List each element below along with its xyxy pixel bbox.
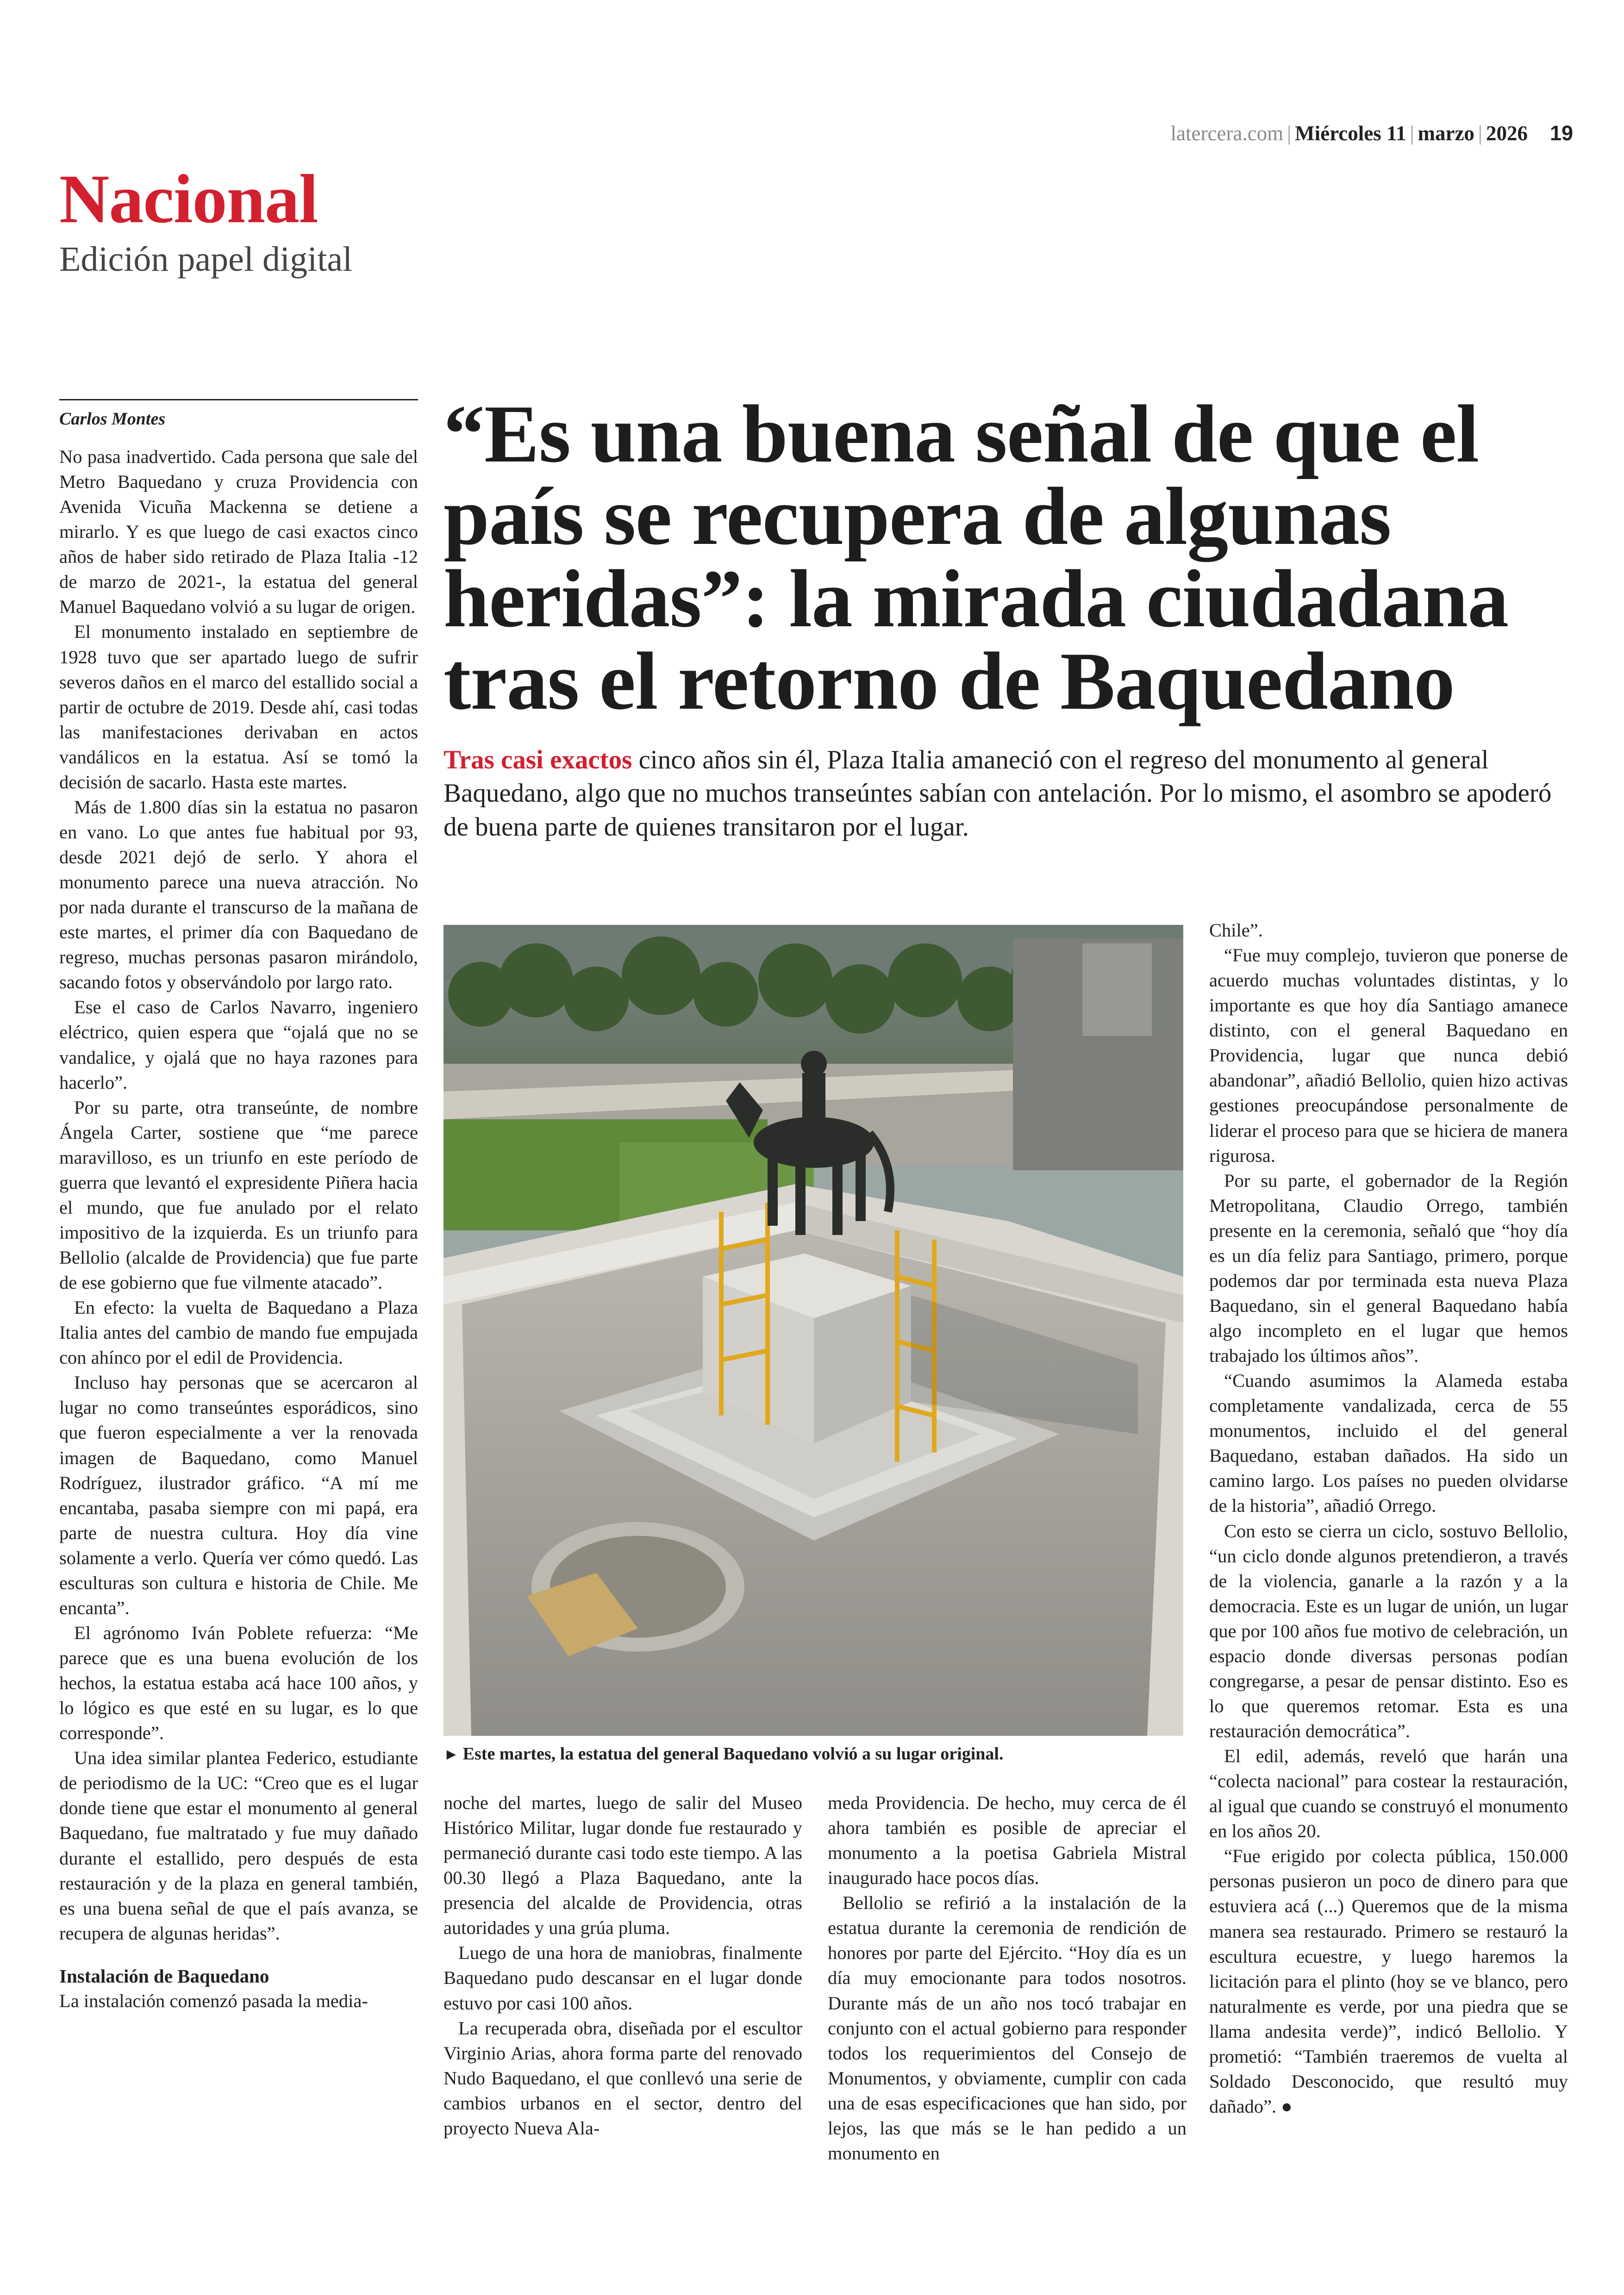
paragraph: La instalación comenzó pasada la media- <box>59 1990 368 2012</box>
body-column-1 <box>59 444 418 2014</box>
paragraph: “Cuando asumimos la Alameda estaba completamente vandalizada, cerca de 55 monumentos, incluido el del general Baquedano, estaban dañados. Ha sido un camino largo. Los países no pueden olvidarse de la historia”, añadió Orrego. <box>1209 1370 1568 1516</box>
headline: “Es una buena señal de que el país se recupera de algunas heridas”: la mirada ciudadana tras el retorno de Baquedano <box>443 388 1509 727</box>
lead-kicker: Tras casi exactos <box>443 745 632 774</box>
photo-caption <box>443 1744 1193 1764</box>
lead-paragraph <box>443 743 1568 844</box>
paragraph: En efecto: la vuelta de Baquedano a Plaza Italia antes del cambio de mando fue empujada con ahínco por el edil de Providencia. <box>59 1297 418 1368</box>
date-month: marzo <box>1418 122 1474 145</box>
paragraph: El monumento instalado en septiembre de 1928 tuvo que ser apartado luego de sufrir severos daños en el marco del estallido social a partir de octubre de 2019. Desde ahí, casi todas las manifestaciones derivaban en actos vandálicos en la estatua. Así se tomó la decisión de sacarlo. Hasta este martes. <box>59 621 418 792</box>
byline: Carlos Montes <box>59 399 418 429</box>
paragraph: Luego de una hora de maniobras, finalmente Baquedano pudo descansar en el lugar donde estuvo por casi 100 años. <box>443 1942 802 2014</box>
paragraph: Por su parte, el gobernador de la Región Metropolitana, Claudio Orrego, también presente en la ceremonia, señaló que “hoy día es un día feliz para Santiago, primero, porque podemos dar por terminada esta nueva Plaza Baquedano, sin el general Baquedano había algo incompleto en el lugar que hemos trabajado los últimos años”. <box>1209 1170 1568 1366</box>
paragraph: El agrónomo Iván Poblete refuerza: “Me parece que es una buena evolución de los hechos, la estatua estaba acá hace 100 años, y lo lógico es que esté en su lugar, es lo que corresponde”. <box>59 1622 418 1744</box>
photo-baquedano-statue <box>443 925 1183 1736</box>
lead-text: cinco años sin él, Plaza Italia amaneció con el regreso del monumento al general Baquedano, algo que no muchos transeúntes sabían con antelación. Por lo mismo, el asombro se apoderó de buena parte de quienes transitaron por el lugar. <box>443 745 1552 842</box>
caption-text: Este martes, la estatua del general Baquedano volvió a su lugar original. <box>462 1744 1004 1764</box>
paragraph: Por su parte, otra transeúnte, de nombre Ángela Carter, sostiene que “me parece maravilloso, es un triunfo en este período de guerra que levantó el expresidente Piñera hacia el mundo, que fue anulado por el relato impositivo de la izquierda. Es un triunfo para Bellolio (alcalde de Providencia) que fue parte de ese gobierno que fue vilmente atacado”. <box>59 1097 418 1293</box>
section-subtitle: Edición papel digital <box>59 240 353 279</box>
paragraph: meda Providencia. De hecho, muy cerca de él ahora también es posible de apreciar el monumento a la poetisa Gabriela Mistral inaugurado hace pocos días. <box>828 1792 1187 1889</box>
paragraph: La recuperada obra, diseñada por el escultor Virginio Arias, ahora forma parte del renovado Nudo Baquedano, el que conllevó una serie de cambios urbanos en el sector, dentro del proyecto Nueva Ala- <box>443 2017 802 2139</box>
paragraph: El edil, además, reveló que harán una “colecta nacional” para costear la restauración, al igual que cuando se construyó el monumento en los años 20. <box>1209 1746 1568 1842</box>
body-column-4 <box>1209 918 1568 2119</box>
paragraph: “Fue erigido por colecta pública, 150.000 personas pusieron un poco de dinero para que estuviera acá (...) Queremos que de la misma manera sea restaurado. Primero se restauró la escultura ecuestre, y luego haremos la licitación para el plinto (hoy se ve blanco, pero naturalmente es verde, por una piedra que se llama andesita verde)”, indicó Bellolio. Y prometió: “También traeremos de vuelta al Soldado Desconocido, que resultó muy dañado”. ● <box>1209 1846 1568 2117</box>
body-column-3 <box>828 1790 1187 2166</box>
paragraph: No pasa inadvertido. Cada persona que sale del Metro Baquedano y cruza Providencia con Avenida Vicuña Mackenna se detiene a mirarlo. Y es que luego de casi exactos cinco años de haber sido retirado de Plaza Italia -12 de marzo de 2021-, la estatua del general Manuel Baquedano volvió a su lugar de origen. <box>59 446 418 617</box>
photo-illustration <box>443 925 1183 1736</box>
paragraph: Bellolio se refirió a la instalación de la estatua durante la ceremonia de rendición de honores por parte del Ejército. “Hoy día es un día muy emocionante para todos nosotros. Durante más de un año nos tocó trabajar en conjunto con el actual gobierno para responder todos los requerimientos del Consejo de Monumentos, y obviamente, cumplir con cada una de esas especificaciones que han sido, por lejos, las que más se le han pedido a un monumento en <box>828 1892 1187 2164</box>
site-name[interactable]: latercera.com <box>1170 122 1284 145</box>
paragraph: Chile”. <box>1209 920 1263 941</box>
date-day: Miércoles 11 <box>1295 122 1406 145</box>
paragraph: Incluso hay personas que se acercaron al lugar no como transeúntes esporádicos, sino que fueron especialmente a ver la renovada imagen de Baquedano, como Manuel Rodríguez, ilustrador gráfico. “A mí me encantaba, pasaba siempre con mi papá, era parte de nuestra cultura. Hoy día vine solamente a verlo. Quería ver cómo quedó. Las esculturas son cultura e historia de Chile. Me encanta”. <box>59 1372 418 1618</box>
paragraph: noche del martes, luego de salir del Museo Histórico Militar, lugar donde fue restaurado y permaneció durante casi todo este tiempo. A las 00.30 llegó a Plaza Baquedano, ante la presencia del alcalde de Providencia, otras autoridades y una grúa pluma. <box>443 1792 802 1939</box>
paragraph: Una idea similar plantea Federico, estudiante de periodismo de la UC: “Creo que es el lugar donde tiene que estar el monumento al general Baquedano, fue maltratado y fue muy dañado durante el estallido, pero después de esta restauración y de la plaza en general también, es una buena señal de que el país avanza, se recupera de algunas heridas”. <box>59 1747 418 1944</box>
paragraph: Ese el caso de Carlos Navarro, ingeniero eléctrico, quien espera que “ojalá que no se vandalice, y ojalá que no haya razones para hacerlo”. <box>59 997 418 1093</box>
paragraph: “Fue muy complejo, tuvieron que ponerse de acuerdo muchas voluntades distintas, y lo importante es que hoy día Santiago amanece distinto, con el general Baquedano en Providencia, lugar que nunca debió abandonar”, añadió Bellolio, quien hizo activas gestiones preocupándose personalmente de liderar el proceso para que se hiciera de manera rigurosa. <box>1209 945 1568 1166</box>
page-number: 19 <box>1549 121 1573 145</box>
subheading: Instalación de Baquedano <box>59 1965 269 1987</box>
date-year: 2026 <box>1486 122 1528 145</box>
paragraph: Más de 1.800 días sin la estatua no pasaron en vano. Lo que antes fue habitual por 93, desde 2021 dejó de serlo. Y ahora el monumento parece una nueva atracción. No por nada durante el transcurso de la mañana de este martes, el primer día con Baquedano de regreso, muchas personas pasaron mirándolo, sacando fotos y observándolo por largo rato. <box>59 796 418 993</box>
masthead: latercera.com | Miércoles 11 | marzo | 2026 19 <box>1170 121 1573 145</box>
body-column-2 <box>443 1790 802 2141</box>
caption-arrow-icon: ► <box>443 1746 459 1763</box>
section-title: Nacional <box>59 161 318 237</box>
paragraph: Con esto se cierra un ciclo, sostuvo Bellolio, “un ciclo donde algunos pretendieron, a través de la violencia, ganarle a la razón y a la democracia. Este es un lugar de unión, un lugar que por 100 años fue motivo de celebración, un espacio donde diversas personas podían congregarse, a pesar de pensar distinto. Eso es lo que queremos retomar. Esta es una restauración democrática”. <box>1209 1520 1568 1741</box>
